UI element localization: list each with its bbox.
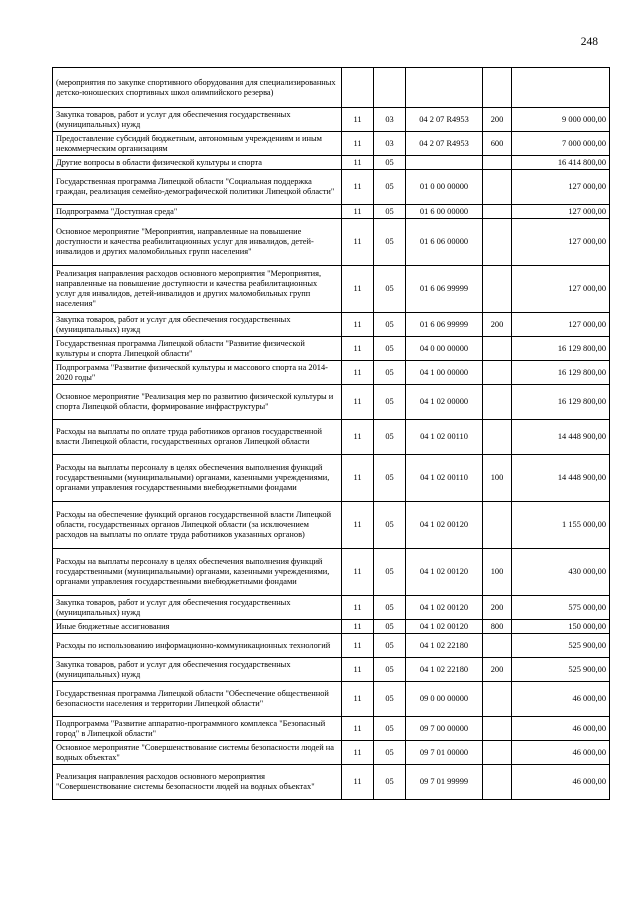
row-subsection: 05	[374, 205, 406, 219]
row-section: 11	[342, 420, 374, 455]
row-expense-type	[483, 68, 512, 108]
row-amount: 46 000,00	[512, 682, 610, 717]
row-section: 11	[342, 502, 374, 549]
row-expense-type	[483, 420, 512, 455]
table-row	[53, 741, 610, 765]
row-expense-type: 100	[483, 455, 512, 502]
row-section: 11	[342, 620, 374, 634]
row-section: 11	[342, 266, 374, 313]
row-section: 11	[342, 361, 374, 385]
row-amount: 127 000,00	[512, 313, 610, 337]
row-expense-type	[483, 717, 512, 741]
row-name: Расходы на выплаты персоналу в целях обеспечения выполнения функций государственными (муниципальными) органами, казенными учреждениями, органами управления государственными внебюджетными фондами	[53, 549, 342, 596]
row-amount: 575 000,00	[512, 596, 610, 620]
row-expense-type	[483, 266, 512, 313]
row-target-code: 04 1 02 00120	[406, 502, 483, 549]
row-amount: 1 155 000,00	[512, 502, 610, 549]
row-subsection: 05	[374, 266, 406, 313]
row-target-code: 04 1 02 00110	[406, 455, 483, 502]
budget-table	[52, 67, 610, 800]
row-subsection: 05	[374, 620, 406, 634]
row-name: Государственная программа Липецкой области "Развитие физической культуры и спорта Липецкой области"	[53, 337, 342, 361]
row-expense-type	[483, 219, 512, 266]
table-row	[53, 658, 610, 682]
row-name: Подпрограмма "Доступная среда"	[53, 205, 342, 219]
table-row	[53, 266, 610, 313]
row-target-code: 09 7 01 00000	[406, 741, 483, 765]
table-row	[53, 682, 610, 717]
row-section: 11	[342, 108, 374, 132]
row-subsection: 05	[374, 549, 406, 596]
row-name: (мероприятия по закупке спортивного оборудования для специализированных детско-юношеских спортивных школ олимпийского резерва)	[53, 68, 342, 108]
row-target-code	[406, 68, 483, 108]
table-row	[53, 634, 610, 658]
row-subsection: 05	[374, 361, 406, 385]
row-name: Государственная программа Липецкой области "Обеспечение общественной безопасности населения и территории Липецкой области"	[53, 682, 342, 717]
row-subsection: 05	[374, 420, 406, 455]
row-name: Основное мероприятие "Мероприятия, направленные на повышение доступности и качества реабилитационных услуг для инвалидов, детей-инвалидов и других маломобильных групп населения"	[53, 219, 342, 266]
row-target-code: 09 0 00 00000	[406, 682, 483, 717]
row-amount: 150 000,00	[512, 620, 610, 634]
row-name: Реализация направления расходов основного мероприятия "Мероприятия, направленные на повышение доступности и качества реабилитационных услуг для инвалидов, детей-инвалидов и других маломобильных групп населения"	[53, 266, 342, 313]
row-name: Расходы на выплаты по оплате труда работников органов государственной власти Липецкой области, государственных органов Липецкой области	[53, 420, 342, 455]
table-row	[53, 502, 610, 549]
table-body	[53, 68, 610, 800]
row-expense-type: 600	[483, 132, 512, 156]
row-target-code: 01 0 00 00000	[406, 170, 483, 205]
row-subsection: 05	[374, 596, 406, 620]
table-row	[53, 205, 610, 219]
row-name: Подпрограмма "Развитие аппаратно-программного комплекса "Безопасный город" в Липецкой области"	[53, 717, 342, 741]
row-name: Закупка товаров, работ и услуг для обеспечения государственных (муниципальных) нужд	[53, 658, 342, 682]
row-subsection	[374, 68, 406, 108]
row-name: Иные бюджетные ассигнования	[53, 620, 342, 634]
row-section: 11	[342, 156, 374, 170]
row-subsection: 05	[374, 765, 406, 800]
row-target-code: 04 1 02 00120	[406, 549, 483, 596]
row-target-code: 01 6 00 00000	[406, 205, 483, 219]
row-amount: 7 000 000,00	[512, 132, 610, 156]
table-row	[53, 455, 610, 502]
row-amount: 127 000,00	[512, 205, 610, 219]
row-target-code	[406, 156, 483, 170]
row-section: 11	[342, 741, 374, 765]
row-subsection: 05	[374, 156, 406, 170]
row-section: 11	[342, 682, 374, 717]
row-section: 11	[342, 337, 374, 361]
row-expense-type	[483, 741, 512, 765]
row-name: Закупка товаров, работ и услуг для обеспечения государственных (муниципальных) нужд	[53, 596, 342, 620]
table-row	[53, 156, 610, 170]
row-target-code: 04 1 02 00120	[406, 620, 483, 634]
row-section	[342, 68, 374, 108]
row-target-code: 04 2 07 R4953	[406, 132, 483, 156]
table-row	[53, 132, 610, 156]
row-expense-type: 200	[483, 658, 512, 682]
row-amount: 46 000,00	[512, 765, 610, 800]
row-section: 11	[342, 634, 374, 658]
row-target-code: 01 6 06 99999	[406, 266, 483, 313]
row-section: 11	[342, 313, 374, 337]
row-expense-type	[483, 156, 512, 170]
table-row	[53, 385, 610, 420]
row-target-code: 01 6 06 99999	[406, 313, 483, 337]
row-amount: 14 448 900,00	[512, 455, 610, 502]
row-expense-type	[483, 337, 512, 361]
row-amount: 9 000 000,00	[512, 108, 610, 132]
row-amount: 127 000,00	[512, 170, 610, 205]
row-amount: 16 414 800,00	[512, 156, 610, 170]
row-expense-type: 100	[483, 549, 512, 596]
row-target-code: 04 1 02 22180	[406, 634, 483, 658]
row-name: Расходы на обеспечение функций органов государственной власти Липецкой области, государственных органов Липецкой области (за исключением расходов на выплаты по оплате труда работников указанных органов)	[53, 502, 342, 549]
table-row	[53, 68, 610, 108]
row-expense-type	[483, 170, 512, 205]
page-number: 248	[580, 36, 598, 48]
row-amount: 525 900,00	[512, 634, 610, 658]
row-expense-type	[483, 502, 512, 549]
row-expense-type	[483, 765, 512, 800]
row-amount	[512, 68, 610, 108]
row-target-code: 01 6 06 00000	[406, 219, 483, 266]
row-target-code: 04 1 02 22180	[406, 658, 483, 682]
row-subsection: 03	[374, 108, 406, 132]
row-expense-type: 200	[483, 596, 512, 620]
table-row	[53, 620, 610, 634]
row-expense-type	[483, 634, 512, 658]
row-name: Реализация направления расходов основного мероприятия "Совершенствование системы безопасности людей на водных объектах"	[53, 765, 342, 800]
row-expense-type: 200	[483, 108, 512, 132]
row-target-code: 04 1 02 00120	[406, 596, 483, 620]
row-subsection: 05	[374, 385, 406, 420]
table-row	[53, 717, 610, 741]
row-expense-type: 800	[483, 620, 512, 634]
row-target-code: 04 1 00 00000	[406, 361, 483, 385]
row-section: 11	[342, 765, 374, 800]
row-subsection: 05	[374, 313, 406, 337]
row-section: 11	[342, 385, 374, 420]
row-amount: 127 000,00	[512, 266, 610, 313]
row-subsection: 05	[374, 717, 406, 741]
row-section: 11	[342, 205, 374, 219]
table-row	[53, 420, 610, 455]
row-name: Закупка товаров, работ и услуг для обеспечения государственных (муниципальных) нужд	[53, 313, 342, 337]
row-section: 11	[342, 596, 374, 620]
row-amount: 430 000,00	[512, 549, 610, 596]
row-amount: 16 129 800,00	[512, 385, 610, 420]
table-row	[53, 108, 610, 132]
table-row	[53, 549, 610, 596]
row-section: 11	[342, 132, 374, 156]
row-name: Государственная программа Липецкой области "Социальная поддержка граждан, реализация семейно-демографической политики Липецкой области"	[53, 170, 342, 205]
row-section: 11	[342, 549, 374, 596]
row-subsection: 05	[374, 170, 406, 205]
row-amount: 46 000,00	[512, 741, 610, 765]
row-subsection: 05	[374, 337, 406, 361]
row-subsection: 05	[374, 502, 406, 549]
row-expense-type	[483, 385, 512, 420]
row-subsection: 05	[374, 219, 406, 266]
row-name: Закупка товаров, работ и услуг для обеспечения государственных (муниципальных) нужд	[53, 108, 342, 132]
row-target-code: 04 0 00 00000	[406, 337, 483, 361]
row-section: 11	[342, 455, 374, 502]
table-row	[53, 765, 610, 800]
row-subsection: 05	[374, 658, 406, 682]
row-subsection: 05	[374, 455, 406, 502]
row-name: Предоставление субсидий бюджетным, автономным учреждениям и иным некоммерческим организациям	[53, 132, 342, 156]
table-row	[53, 170, 610, 205]
row-name: Расходы на выплаты персоналу в целях обеспечения выполнения функций государственными (муниципальными) органами, казенными учреждениями, органами управления государственными внебюджетными фондами	[53, 455, 342, 502]
row-amount: 127 000,00	[512, 219, 610, 266]
row-target-code: 04 2 07 R4953	[406, 108, 483, 132]
row-target-code: 04 1 02 00110	[406, 420, 483, 455]
row-amount: 525 900,00	[512, 658, 610, 682]
row-amount: 16 129 800,00	[512, 361, 610, 385]
row-subsection: 05	[374, 634, 406, 658]
row-target-code: 09 7 00 00000	[406, 717, 483, 741]
row-expense-type	[483, 682, 512, 717]
row-expense-type	[483, 361, 512, 385]
row-target-code: 09 7 01 99999	[406, 765, 483, 800]
row-expense-type	[483, 205, 512, 219]
row-name: Расходы по использованию информационно-коммуникационных технологий	[53, 634, 342, 658]
row-expense-type: 200	[483, 313, 512, 337]
row-amount: 46 000,00	[512, 717, 610, 741]
row-amount: 14 448 900,00	[512, 420, 610, 455]
row-name: Основное мероприятие "Совершенствование системы безопасности людей на водных объектах"	[53, 741, 342, 765]
row-subsection: 05	[374, 741, 406, 765]
row-subsection: 03	[374, 132, 406, 156]
row-name: Подпрограмма "Развитие физической культуры и массового спорта на 2014-2020 годы"	[53, 361, 342, 385]
table-row	[53, 313, 610, 337]
row-section: 11	[342, 658, 374, 682]
row-section: 11	[342, 170, 374, 205]
row-name: Основное мероприятие "Реализация мер по развитию физической культуры и спорта Липецкой области, формирование инфраструктуры"	[53, 385, 342, 420]
table-row	[53, 361, 610, 385]
row-subsection: 05	[374, 682, 406, 717]
row-amount: 16 129 800,00	[512, 337, 610, 361]
table-row	[53, 596, 610, 620]
row-section: 11	[342, 219, 374, 266]
row-name: Другие вопросы в области физической культуры и спорта	[53, 156, 342, 170]
table-row	[53, 337, 610, 361]
row-target-code: 04 1 02 00000	[406, 385, 483, 420]
row-section: 11	[342, 717, 374, 741]
table-row	[53, 219, 610, 266]
